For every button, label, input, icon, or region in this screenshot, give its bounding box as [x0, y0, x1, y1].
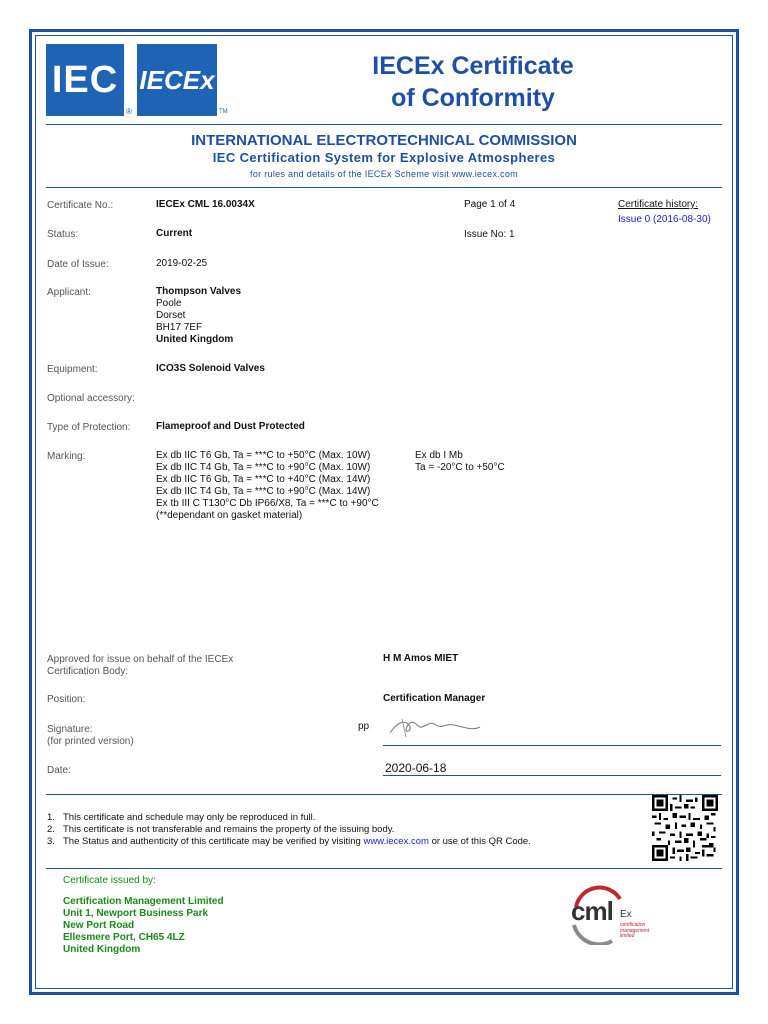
applicant-town: Poole [156, 298, 182, 309]
issued-by-heading: Certificate issued by: [63, 875, 156, 886]
section-divider [46, 187, 722, 188]
certificate-history-heading: Certificate history: [618, 199, 699, 210]
iec-logo: IEC [46, 44, 124, 116]
rules-line [0, 169, 768, 179]
approver-name: H M Amos MIET [383, 653, 459, 664]
qr-code-icon[interactable] [650, 795, 720, 861]
marking-line: Ta = -20°C to +50°C [415, 462, 505, 473]
rules-link[interactable]: www.iecex.com [452, 169, 518, 179]
issuer-divider [46, 868, 722, 869]
handwritten-signature [388, 715, 488, 741]
issue-number: Issue No: 1 [464, 229, 515, 240]
title-line-2: of Conformity [391, 84, 555, 112]
note-text-after: or use of this QR Code. [431, 836, 531, 847]
note-text [63, 836, 531, 848]
issuer-address-line: Unit 1, Newport Business Park [63, 908, 209, 919]
optional-accessory-label: Optional accessory: [47, 393, 135, 404]
approved-label-line: Certification Body: [47, 666, 129, 677]
issuer-address-line: Ellesmere Port, CH65 4LZ [63, 932, 185, 943]
equipment-value: ICO3S Solenoid Valves [156, 363, 265, 374]
page-number: Page 1 of 4 [464, 199, 516, 210]
issuer-country: United Kingdom [63, 944, 141, 955]
cml-tagline-line: management [620, 927, 650, 934]
cml-tagline-line: certification [620, 922, 646, 928]
marking-list-right [415, 450, 505, 474]
certificate-no: IECEx CML 16.0034X [156, 199, 255, 210]
signature-label [47, 724, 134, 748]
applicant-country: United Kingdom [156, 334, 234, 345]
registered-mark: ® [126, 107, 132, 116]
marking-list-left [156, 450, 379, 522]
note-number: 2. [47, 824, 55, 835]
notes-divider [46, 794, 722, 795]
note-number: 1. [47, 812, 55, 823]
applicant-postcode: BH17 7EF [156, 322, 203, 333]
marking-line: Ex db IIC T4 Gb, Ta = ***C to +90°C (Max. 10W) [156, 462, 371, 473]
iecex-link[interactable]: www.iecex.com [363, 836, 429, 847]
approved-label [47, 654, 233, 678]
approved-label-line: Approved for issue on behalf of the IECEx [47, 654, 234, 665]
certificate-history-item[interactable]: Issue 0 (2016-08-30) [618, 214, 711, 225]
certificate-no-label: Certificate No.: [47, 200, 114, 211]
cml-tagline [620, 923, 649, 940]
document-title [318, 50, 628, 114]
certification-system: IEC Certification System for Explosive Atmospheres [212, 150, 556, 165]
marking-label: Marking: [47, 451, 86, 462]
issuer-address-line: New Port Road [63, 920, 135, 931]
type-of-protection-label: Type of Protection: [47, 422, 131, 433]
marking-line: Ex db IIC T6 Gb, Ta = ***C to +40°C (Max. 14W) [156, 474, 371, 485]
iecex-logo: IECEx [137, 44, 217, 116]
note-item [47, 836, 531, 848]
trademark-mark: TM [219, 109, 228, 115]
rules-text: for rules and details of the IECEx Scheme visit [250, 169, 450, 179]
status-label: Status: [47, 229, 79, 240]
date-line [383, 775, 721, 776]
cml-ex-logo [568, 885, 668, 945]
date-of-issue-label: Date of Issue: [47, 259, 109, 270]
cml-text: cml [571, 896, 613, 926]
cml-ex-text: Ex [620, 909, 632, 920]
pp-mark: pp [358, 721, 370, 732]
note-item [47, 824, 531, 836]
marking-line: Ex db IIC T6 Gb, Ta = ***C to +50°C (Max. 10W) [156, 450, 371, 461]
signature-label-line: Signature: [47, 724, 93, 735]
header-divider [46, 124, 722, 125]
note-item [47, 812, 531, 824]
note-number: 3. [47, 836, 55, 847]
applicant-county: Dorset [156, 310, 186, 321]
type-of-protection-value: Flameproof and Dust Protected [156, 421, 305, 432]
marking-line: Ex db I Mb [415, 450, 463, 461]
issuer-address [63, 896, 224, 956]
position-value: Certification Manager [383, 693, 486, 704]
signature-sub-line: (for printed version) [47, 736, 134, 747]
position-label: Position: [47, 694, 86, 705]
title-line-1: IECEx Certificate [372, 52, 574, 80]
status-value: Current [156, 228, 193, 239]
marking-line: Ex db IIC T4 Gb, Ta = ***C to +90°C (Max. 14W) [156, 486, 371, 497]
applicant-address [156, 286, 241, 346]
equipment-label: Equipment: [47, 364, 98, 375]
date-label: Date: [47, 765, 71, 776]
marking-note: (**dependant on gasket material) [156, 510, 303, 521]
organization-name: INTERNATIONAL ELECTROTECHNICAL COMMISSION [191, 132, 577, 149]
cml-tagline-line: limited [620, 933, 635, 939]
note-text: This certificate is not transferable and remains the property of the issuing body. [63, 824, 395, 835]
notes-list [47, 812, 531, 848]
note-text: This certificate and schedule may only be reproduced in full. [63, 812, 316, 823]
applicant-label: Applicant: [47, 287, 91, 298]
approval-date: 2020-06-18 [385, 761, 447, 775]
applicant-name: Thompson Valves [156, 286, 242, 297]
issuer-name: Certification Management Limited [63, 896, 224, 907]
note-text-before: The Status and authenticity of this certificate may be verified by visiting [63, 836, 361, 847]
date-of-issue: 2019-02-25 [156, 258, 208, 269]
marking-line: Ex tb III C T130°C Db IP66/X8, Ta = ***C to +90°C [156, 498, 379, 509]
signature-line [383, 745, 721, 746]
